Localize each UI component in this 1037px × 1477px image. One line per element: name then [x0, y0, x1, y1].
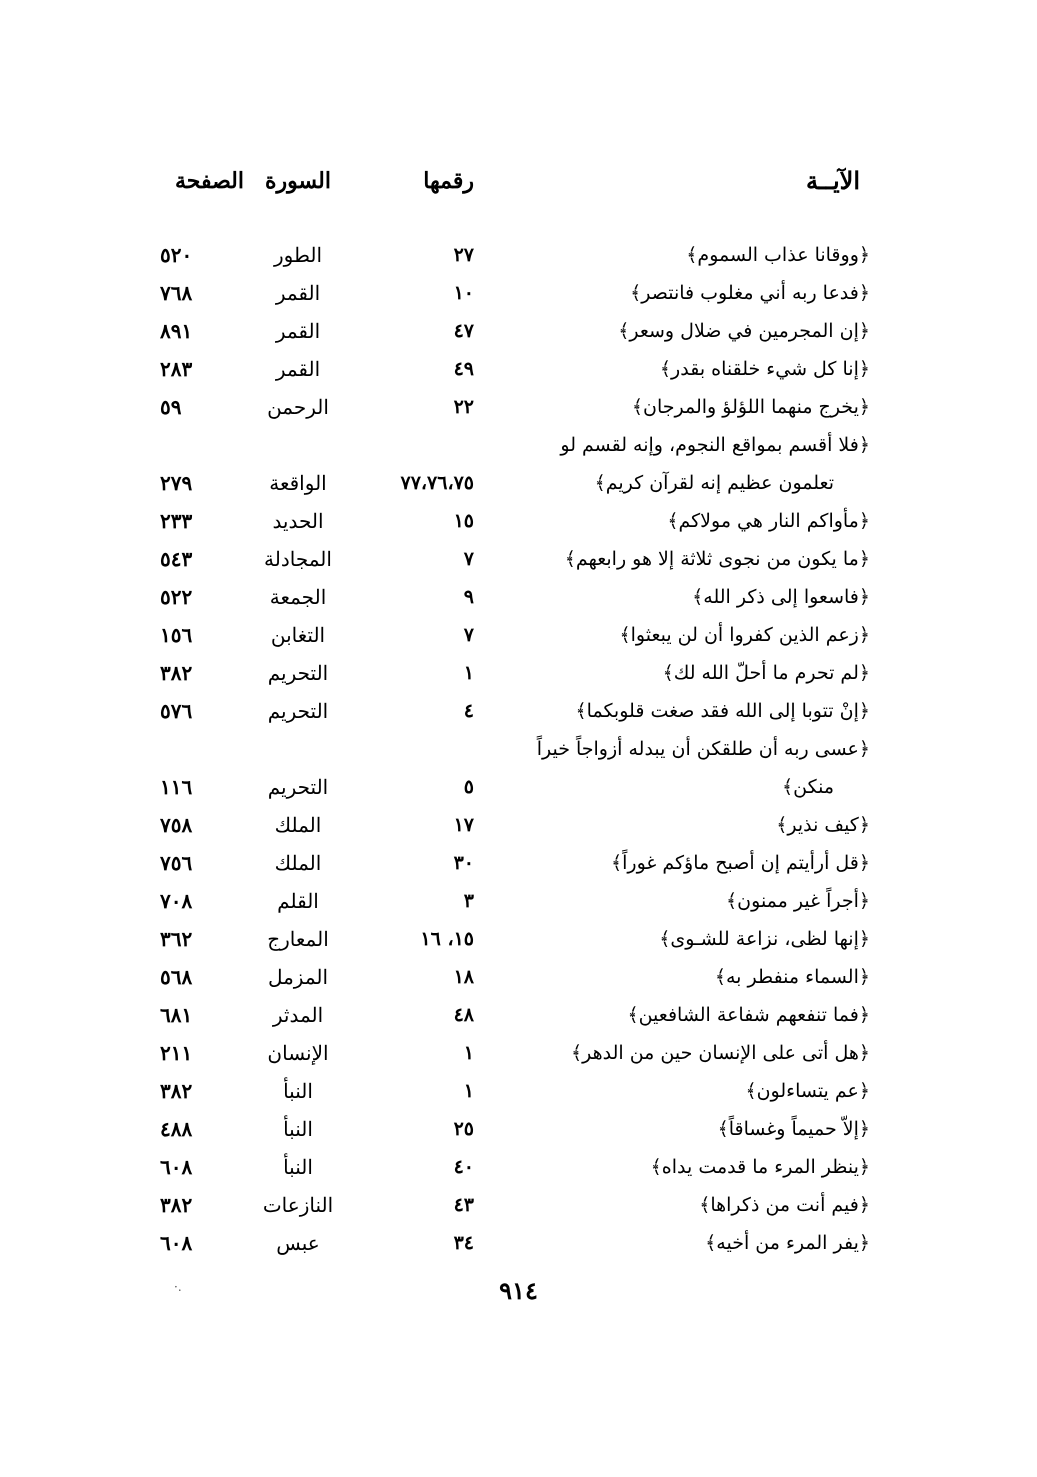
verse-text: ﴿لم تحرم ما أحلّ الله لك﴾ [662, 662, 870, 684]
verse-text: ﴿فلا أقسم بمواقع النجوم، وإنه لقسم لو [560, 434, 870, 456]
verse-number: ١ [463, 1080, 474, 1102]
page-ref: ٣٨٢ [160, 1079, 193, 1103]
verse-number: ١٧ [453, 814, 474, 836]
verse-text: منكن﴾ [782, 776, 834, 798]
table-row [160, 920, 870, 958]
verse-number: ١٠ [453, 282, 474, 304]
table-row [160, 1224, 870, 1262]
table-row [160, 616, 870, 654]
surah-name: القلم [277, 889, 319, 913]
surah-name: الملك [274, 851, 322, 875]
verse-number: ٣٠ [453, 852, 474, 874]
page-ref: ٧٦٨ [160, 281, 193, 305]
verse-text: ﴿فدعا ربه أني مغلوب فانتصر﴾ [630, 282, 870, 304]
verse-number: ٧ [463, 548, 474, 570]
table-row [160, 578, 870, 616]
verse-number: ٤ [463, 700, 474, 722]
surah-name: النبأ [283, 1079, 313, 1103]
scan-speck: ·. [174, 1280, 182, 1294]
verse-text: ﴿ووقانا عذاب السموم﴾ [686, 244, 870, 266]
surah-name: الملك [274, 813, 322, 837]
verse-text: ﴿إنا كل شيء خلقناه بقدر﴾ [659, 358, 870, 380]
verse-text: تعلمون عظيم إنه لقرآن كريم﴾ [594, 472, 834, 494]
surah-name: النبأ [283, 1155, 313, 1179]
table-row [160, 312, 870, 350]
page-ref: ٥٩ [160, 395, 182, 419]
table-row [160, 350, 870, 388]
verse-text: ﴿ينظر المرء ما قدمت يداه﴾ [650, 1156, 870, 1178]
verse-number: ١٥، ١٦ [420, 928, 474, 950]
verse-number: ٤٩ [453, 358, 474, 380]
page-ref: ٢٣٣ [160, 509, 193, 533]
table-row [160, 274, 870, 312]
verse-number: ٤٣ [453, 1194, 474, 1216]
verse-number: ٢٧ [453, 244, 474, 266]
page-ref: ٨٩١ [160, 319, 193, 343]
verse-number: ٢٢ [453, 396, 474, 418]
verse-text: ﴿فيم أنت من ذكراها﴾ [699, 1194, 870, 1216]
surah-name: الإنسان [267, 1041, 329, 1065]
page-ref: ٧٥٦ [160, 851, 193, 875]
verse-number: ٣ [463, 890, 474, 912]
page-ref: ٦٠٨ [160, 1155, 193, 1179]
verse-text: ﴿يخرج منهما اللؤلؤ والمرجان﴾ [631, 396, 870, 418]
verse-number: ١٥ [453, 510, 474, 532]
verse-number: ٥ [463, 776, 474, 798]
surah-name: الطور [273, 243, 323, 267]
header-surah: السورة [265, 168, 331, 194]
table-row [160, 692, 870, 730]
table-row [160, 464, 870, 502]
verse-number: ٧ [463, 624, 474, 646]
surah-name: التحريم [267, 661, 329, 685]
surah-name: عبس [276, 1231, 320, 1255]
verse-text: ﴿كيف نذير﴾ [776, 814, 870, 836]
surah-name: النبأ [283, 1117, 313, 1141]
verse-text: ﴿أجراً غير ممنون﴾ [726, 890, 870, 912]
surah-name: الحديد [272, 509, 324, 533]
verse-number: ٤٠ [453, 1156, 474, 1178]
page-ref: ٢٨٣ [160, 357, 193, 381]
table-row [160, 1148, 870, 1186]
surah-name: القمر [275, 357, 321, 381]
verse-text: ﴿فما تنفعهم شفاعة الشافعين﴾ [627, 1004, 870, 1026]
table-row [160, 996, 870, 1034]
verse-text: ﴿ما يكون من نجوى ثلاثة إلا هو رابعهم﴾ [564, 548, 870, 570]
verse-text: ﴿السماء منفطر به﴾ [714, 966, 870, 988]
surah-name: التغابن [270, 623, 326, 647]
verse-text: ﴿إلاّ حميماً وغساقاً﴾ [717, 1118, 870, 1140]
surah-name: الواقعة [269, 471, 327, 495]
verse-text: ﴿مأواكم النار هي مولاكم﴾ [667, 510, 870, 532]
surah-name: المجادلة [264, 547, 332, 571]
table-row [160, 236, 870, 274]
page-ref: ٣٨٢ [160, 661, 193, 685]
verse-text: ﴿عم يتساءلون﴾ [745, 1080, 870, 1102]
verse-number: ٩ [463, 586, 474, 608]
table-row [160, 1072, 870, 1110]
surah-name: الجمعة [269, 585, 327, 609]
page-ref: ١١٦ [160, 775, 193, 799]
table-row [160, 654, 870, 692]
verse-number: ٧٧،٧٦،٧٥ [400, 472, 474, 494]
surah-name: النازعات [262, 1193, 334, 1217]
verse-text: ﴿إنْ تتوبا إلى الله فقد صغت قلوبكما﴾ [575, 700, 870, 722]
table-row [160, 388, 870, 426]
verse-text: ﴿إن المجرمين في ضلال وسعر﴾ [618, 320, 870, 342]
surah-name: التحريم [267, 775, 329, 799]
page-ref: ٣٨٢ [160, 1193, 193, 1217]
page-ref: ٧٠٨ [160, 889, 193, 913]
surah-name: القمر [275, 281, 321, 305]
page-ref: ٦٠٨ [160, 1231, 193, 1255]
verse-number: ٤٧ [453, 320, 474, 342]
page-ref: ٢١١ [160, 1041, 193, 1065]
table-row [160, 1110, 870, 1148]
page-ref: ٧٥٨ [160, 813, 193, 837]
page-ref: ٥٤٣ [160, 547, 193, 571]
table-header [160, 162, 870, 200]
page-ref: ٥٢٠ [160, 243, 193, 267]
header-number: رقمها [423, 168, 474, 194]
verse-text: ﴿هل أتى على الإنسان حين من الدهر﴾ [571, 1042, 870, 1064]
surah-name: المزمل [267, 965, 329, 989]
verse-text: ﴿فاسعوا إلى ذكر الله﴾ [692, 586, 870, 608]
table-row [160, 502, 870, 540]
header-verse: الآيــة [806, 166, 860, 195]
page-ref: ٥٧٦ [160, 699, 193, 723]
verse-text: ﴿إنها لظى، نزاعة للشـوى﴾ [659, 928, 870, 950]
verse-number: ٢٥ [453, 1118, 474, 1140]
table-row [160, 730, 870, 768]
page-ref: ١٥٦ [160, 623, 193, 647]
page-ref: ٢٧٩ [160, 471, 193, 495]
verse-number: ٤٨ [453, 1004, 474, 1026]
surah-name: المدثر [272, 1003, 324, 1027]
table-row [160, 958, 870, 996]
surah-name: القمر [275, 319, 321, 343]
surah-name: المعارج [267, 927, 329, 951]
page-ref: ٥٦٨ [160, 965, 193, 989]
table-row [160, 768, 870, 806]
table-row [160, 426, 870, 464]
page-ref: ٦٨١ [160, 1003, 193, 1027]
page-ref: ٥٢٢ [160, 585, 193, 609]
table-row [160, 882, 870, 920]
verse-text: ﴿زعم الذين كفروا أن لن يبعثوا﴾ [619, 624, 870, 646]
verse-number: ١٨ [453, 966, 474, 988]
verse-number: ١ [463, 662, 474, 684]
table-row [160, 1034, 870, 1072]
verse-number: ١ [463, 1042, 474, 1064]
verse-number: ٣٤ [453, 1232, 474, 1254]
table-row [160, 1186, 870, 1224]
page-ref: ٣٦٢ [160, 927, 193, 951]
table-row [160, 844, 870, 882]
header-page: الصفحة [174, 168, 244, 194]
verse-text: ﴿قل أرأيتم إن أصبح ماؤكم غوراً﴾ [610, 852, 870, 874]
page-ref: ٤٨٨ [160, 1117, 193, 1141]
table-row [160, 806, 870, 844]
surah-name: الرحمن [267, 395, 329, 419]
verse-text: ﴿يفر المرء من أخيه﴾ [705, 1232, 870, 1254]
table-row [160, 540, 870, 578]
verse-text: ﴿عسى ربه أن طلقكن أن يبدله أزواجاً خيراً [536, 738, 870, 760]
page-number: ٩١٤ [499, 1276, 538, 1305]
surah-name: التحريم [267, 699, 329, 723]
